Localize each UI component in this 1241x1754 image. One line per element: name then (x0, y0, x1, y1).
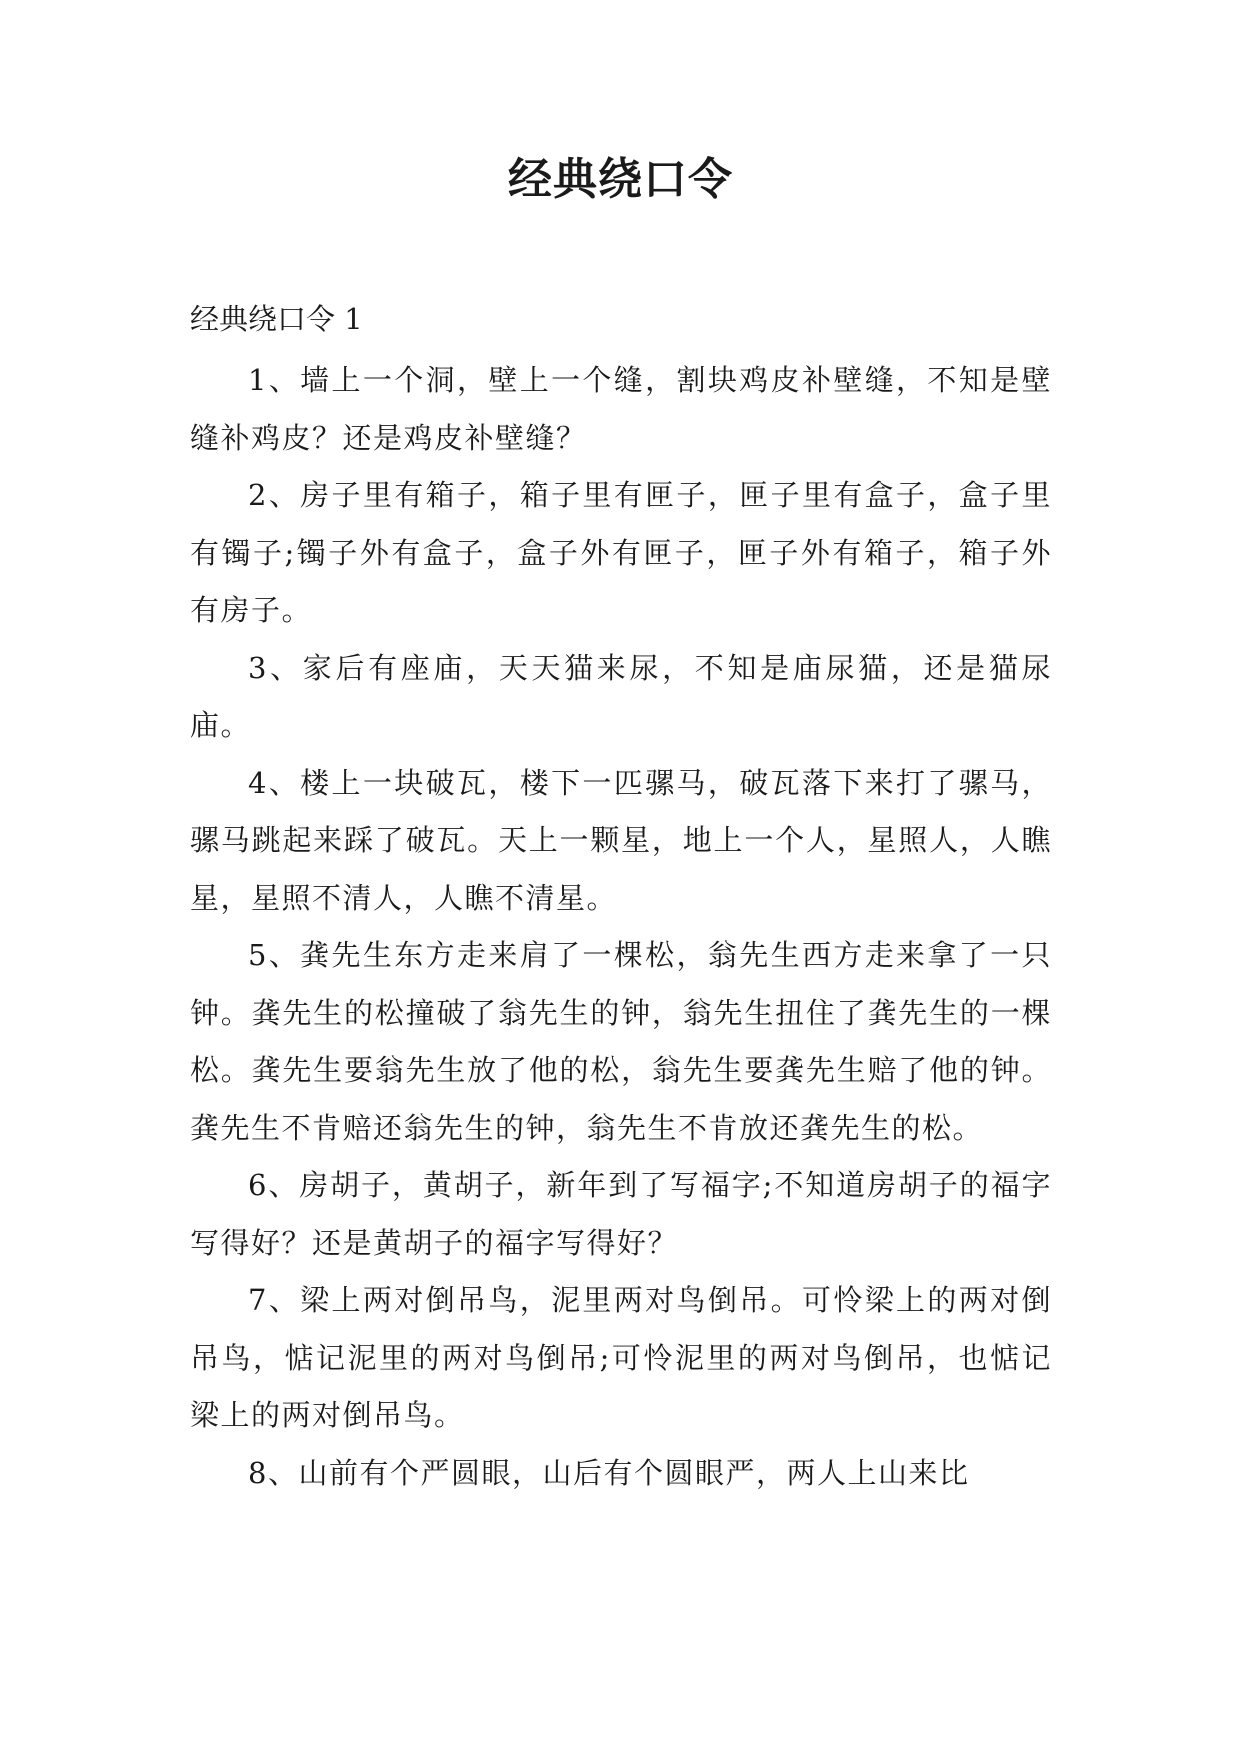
paragraph: 4、楼上一块破瓦，楼下一匹骡马，破瓦落下来打了骡马，骡马跳起来踩了破瓦。天上一颗星，地上一个人，星照人，人瞧星，星照不清人，人瞧不清星。 (190, 765, 1052, 915)
paragraph: 3、家后有座庙，天天猫来尿，不知是庙尿猫，还是猫尿庙。 (190, 650, 1052, 742)
paragraph: 7、梁上两对倒吊鸟，泥里两对鸟倒吊。可怜梁上的两对倒吊鸟，惦记泥里的两对鸟倒吊;可怜泥里的两对鸟倒吊，也惦记梁上的两对倒吊鸟。 (190, 1283, 1052, 1432)
paragraph: 2、房子里有箱子，箱子里有匣子，匣子里有盒子，盒子里有镯子;镯子外有盒子，盒子外有匣子，匣子外有箱子，箱子外有房子。 (190, 478, 1052, 627)
paragraph: 1、墙上一个洞，壁上一个缝，割块鸡皮补壁缝，不知是壁缝补鸡皮？还是鸡皮补壁缝？ (190, 363, 1052, 455)
paragraph: 5、龚先生东方走来肩了一棵松，翁先生西方走来拿了一只钟。龚先生的松撞破了翁先生的钟，翁先生扭住了龚先生的一棵松。龚先生要翁先生放了他的松，翁先生要龚先生赔了他的钟。龚先生不肯赔还翁先生的钟，翁先生不肯放还龚先生的松。 (190, 938, 1052, 1145)
document-body (190, 290, 1052, 1502)
section-heading: 经典绕口令 1 (190, 302, 363, 336)
paragraph: 6、房胡子，黄胡子，新年到了写福字;不知道房胡子的福字写得好？还是黄胡子的福字写得好？ (190, 1168, 1052, 1260)
paragraph: 8、山前有个严圆眼，山后有个圆眼严，两人上山来比 (248, 1455, 970, 1490)
document-title: 经典绕口令 (508, 154, 733, 205)
